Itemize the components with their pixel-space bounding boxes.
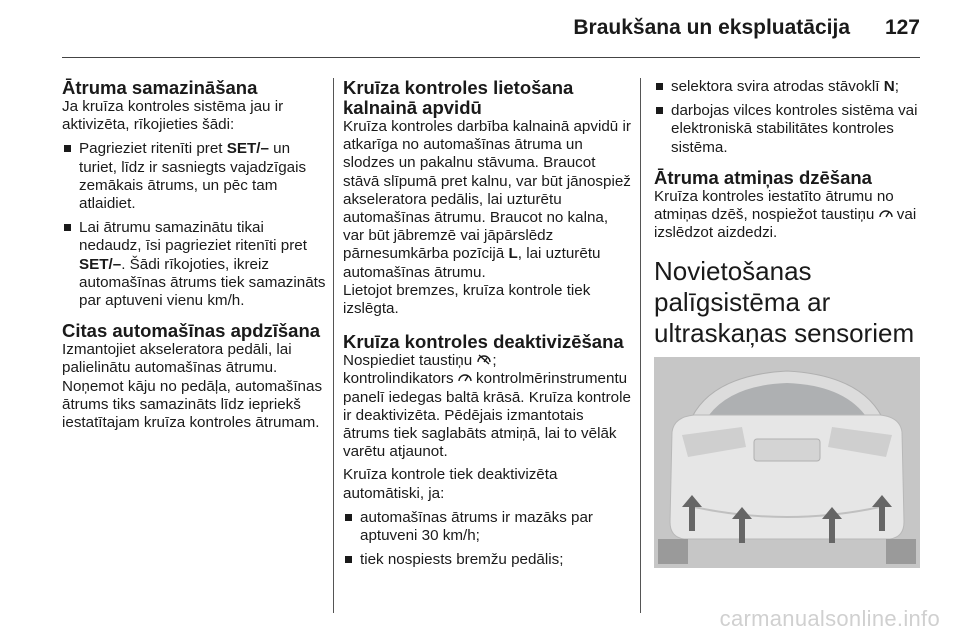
paragraph: Kruīza kontroles iestatīto ātrumu no atmiņas dzēš, nospiežot taustiņu vai izslēdzot aizdedzi. — [654, 187, 917, 242]
list-item: Pagrieziet ritenīti pret SET/– un turiet, līdz ir sasniegts vajadzīgais zemākais ātrums, un pēc tam atlaidiet. — [62, 140, 326, 213]
heading-hilly-terrain: Kruīza kontroles lietošana kalnainā apvidū — [343, 77, 574, 118]
paragraph: Kruīza kontrole tiek deaktivizēta automātiski, ja: — [343, 466, 558, 502]
sensor-arrow-icon — [822, 507, 842, 543]
bullet-list — [62, 140, 326, 310]
cruise-indicator-icon — [879, 206, 893, 223]
heading-parking-assist: Novietošanas palīgsistēma ar ultraskaņas sensoriem — [654, 256, 915, 349]
watermark: carmanualsonline.info — [719, 606, 940, 631]
sensor-arrow-icon — [872, 495, 892, 531]
paragraph: Kruīza kontroles darbība kalnainā apvidū ir atkarīga no automašīnas ātruma un slodzes un pakalnu stāvuma. Braucot stāvā slīpumā pret kalnu, var būt jānospiež akseleratora pedālis, lai uzturētu automašīnas ātrumu. Braucot no kalna, var būt jābremzē vai jāpārslēdz pārnesumkārba pozīcijā L, lai uzturētu automašīnas ātrumu. — [343, 118, 631, 281]
heading-overtaking: Citas automašīnas apdzīšana — [62, 320, 321, 342]
column-3 — [654, 78, 922, 568]
set-minus-label: SET/– — [79, 255, 122, 273]
sensor-arrow-icon — [732, 507, 752, 543]
list-item: Lai ātrumu samazinātu tikai nedaudz, īsi pagrieziet ritenīti pret SET/–. Šādi rīkojoties, ikreiz automašīnas ātrums tiek samazināts par aptuveni vienu km/h. — [62, 219, 326, 310]
paragraph: kontrolindikators kontrolmērinstrumentu panelī iedegas baltā krāsā. Kruīza kontrole ir deaktivizēta. Pēdējais izmantotais ātrums tiek saglabāts atmiņā, lai to vēlāk varētu atjaunot. — [343, 370, 631, 461]
paragraph: Izmantojiet akseleratora pedāli, lai palielinātu automašīnas ātrumu. Noņemot kāju no pedāļa, automašīnas ātrums tiks samazināts līdz iepriekš iestatītajam kruīza kontroles ātrumam. — [62, 341, 323, 432]
column-divider — [333, 78, 334, 613]
bullet-list — [343, 509, 633, 570]
page-number: 127 — [884, 16, 920, 39]
list-item: tiek nospiests bremžu pedālis; — [343, 551, 633, 569]
cruise-indicator-icon — [458, 370, 472, 387]
list-item: automašīnas ātrums ir mazāks par aptuveni 30 km/h; — [343, 509, 633, 545]
header-rule — [62, 57, 920, 58]
paragraph: Ja kruīza kontroles sistēma jau ir aktivizēta, rīkojieties šādi: — [62, 98, 284, 134]
bullet-list — [654, 78, 922, 157]
sensor-arrow-icon — [682, 495, 702, 531]
column-2 — [343, 78, 633, 575]
list-item: selektora svira atrodas stāvoklī N; — [654, 78, 922, 96]
column-1 — [62, 78, 326, 432]
set-minus-label: SET/– — [226, 140, 269, 158]
cruise-cancel-icon — [476, 352, 492, 369]
car-rear-illustration — [654, 357, 920, 568]
paragraph: Lietojot bremzes, kruīza kontrole tiek izslēgta. — [343, 281, 591, 318]
heading-clear-memory: Ātruma atmiņas dzēšana — [654, 166, 872, 188]
column-divider — [640, 78, 641, 613]
heading-speed-decrease: Ātruma samazināšana — [62, 77, 258, 98]
heading-deactivation: Kruīza kontroles deaktivizēšana — [343, 331, 624, 353]
paragraph: Nospiediet taustiņu ; — [343, 352, 497, 370]
header-title: Braukšana un ekspluatācija — [573, 16, 850, 39]
list-item: darbojas vilces kontroles sistēma vai elektroniskā stabilitātes kontroles sistēma. — [654, 102, 922, 157]
